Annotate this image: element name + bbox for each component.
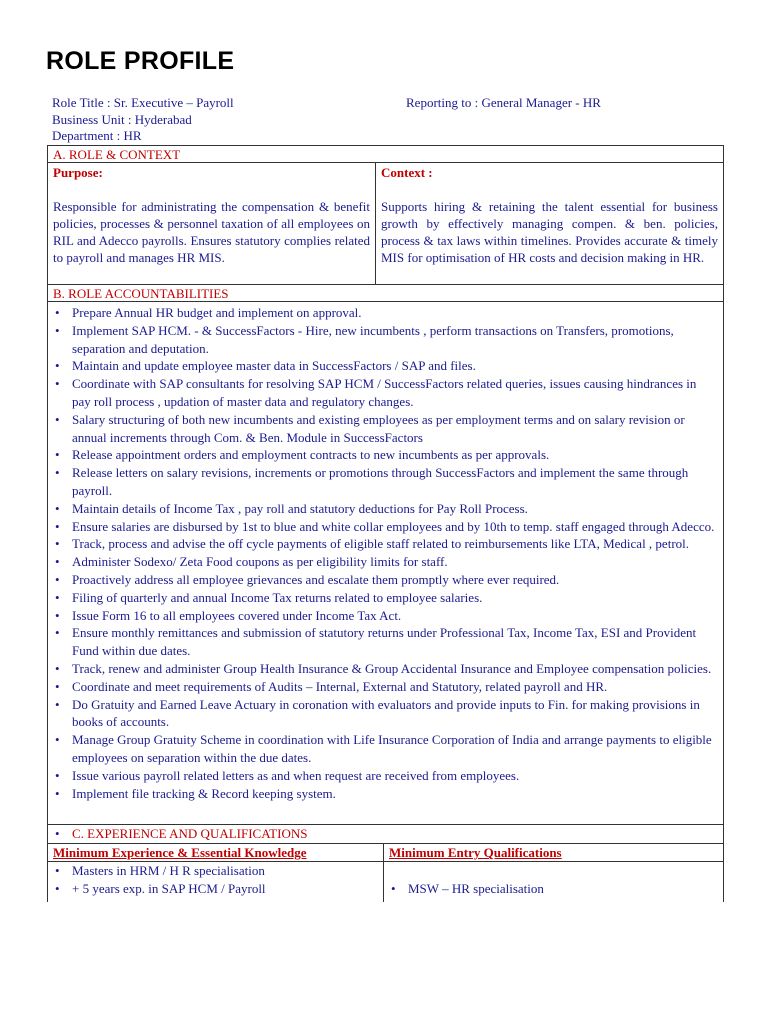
list-item: • Track, process and advise the off cycle payments of eligible staff related to reimbursements like LTA, Medical , petrol. [48, 535, 715, 553]
list-item: • Ensure monthly remittances and submission of statutory returns under Professional Tax, Income Tax, ESI and Provident Fund within due dates. [48, 624, 715, 660]
section-a-heading: A. ROLE & CONTEXT [48, 146, 723, 163]
list-item: • + 5 years exp. in SAP HCM / Payroll [48, 880, 383, 898]
business-unit: Business Unit : Hyderabad [52, 112, 192, 127]
list-item: • Filing of quarterly and annual Income Tax returns related to employee salaries. [48, 589, 715, 607]
list-item: • Masters in HRM / H R specialisation [48, 862, 383, 880]
purpose-text: Responsible for administrating the compensation & benefit policies, processes & personnel taxation of all employees on RIL and Adecco payrolls. Ensures statutory complies related to payroll and manages HR MIS. [53, 199, 370, 265]
list-item: • Issue Form 16 to all employees covered under Income Tax Act. [48, 607, 715, 625]
list-item: • Prepare Annual HR budget and implement on approval. [48, 304, 715, 322]
accountabilities-cell [48, 302, 723, 825]
section-c-labels [48, 844, 723, 862]
list-item: • Administer Sodexo/ Zeta Food coupons as per eligibility limits for staff. [48, 553, 715, 571]
list-item: • Do Gratuity and Earned Leave Actuary in coronation with evaluators and provide inputs to Fin. for making provisions in books of accounts. [48, 696, 715, 732]
list-item: • Manage Group Gratuity Scheme in coordination with Life Insurance Corporation of India and arrange payments to eligible employees on separation within the due dates. [48, 731, 715, 767]
list-item: • Salary structuring of both new incumbents and existing employees as per employment terms and on salary revision or annual increments through Com. & Ben. Module in SuccessFactors [48, 411, 715, 447]
role-profile-table [47, 145, 724, 902]
list-item: • Maintain and update employee master data in SuccessFactors / SAP and files. [48, 357, 715, 375]
role-title: Role Title : Sr. Executive – Payroll [52, 95, 234, 110]
list-item: • Maintain details of Income Tax , pay roll and statutory deductions for Pay Roll Process. [48, 500, 715, 518]
list-item: • Release appointment orders and employment contracts to new incumbents as per approvals. [48, 446, 715, 464]
section-a-row [48, 163, 723, 285]
context-cell [376, 163, 723, 284]
section-c-heading-row [48, 825, 723, 844]
context-label: Context : [381, 165, 433, 180]
context-text: Supports hiring & retaining the talent essential for business growth by effectively managing compen. & ben. policies, process & tax laws within timelines. Provides accurate & timely MIS for optimisation of HR costs and decision making in HR. [381, 199, 718, 265]
page-title: ROLE PROFILE [46, 47, 235, 75]
department: Department : HR [52, 128, 142, 143]
list-item: • Coordinate and meet requirements of Audits – Internal, External and Statutory, related payroll and HR. [48, 678, 715, 696]
list-item: • Implement file tracking & Record keeping system. [48, 785, 715, 803]
list-item: • Proactively address all employee grievances and escalate them promptly where ever required. [48, 571, 715, 589]
list-item: • Ensure salaries are disbursed by 1st to blue and white collar employees and by 10th to temp. staff engaged through Adecco. [48, 518, 715, 536]
purpose-cell [48, 163, 376, 284]
accountabilities-list [48, 304, 715, 802]
list-item: • Release letters on salary revisions, increments or promotions through SuccessFactors and implement the same through payroll. [48, 464, 715, 500]
list-item: • Implement SAP HCM. - & SuccessFactors - Hire, new incumbents , perform transactions on Transfers, promotions, separation and deputation. [48, 322, 715, 358]
min-qual-label: Minimum Entry Qualifications [389, 845, 562, 861]
section-c-values [48, 862, 723, 902]
purpose-label: Purpose: [53, 165, 103, 180]
reporting-to: Reporting to : General Manager - HR [406, 95, 601, 110]
list-item: • MSW – HR specialisation [384, 880, 723, 898]
section-c-heading: • C. EXPERIENCE AND QUALIFICATIONS [48, 825, 723, 843]
list-item: • Track, renew and administer Group Health Insurance & Group Accidental Insurance and Employee compensation policies. [48, 660, 715, 678]
section-b-heading: B. ROLE ACCOUNTABILITIES [48, 285, 723, 302]
list-item: • Issue various payroll related letters as and when request are received from employees. [48, 767, 715, 785]
min-exp-label: Minimum Experience & Essential Knowledge [53, 845, 307, 861]
list-item: • Coordinate with SAP consultants for resolving SAP HCM / SuccessFactors related queries, issues causing hindrances in pay roll process , updation of master data and regulatory changes. [48, 375, 715, 411]
